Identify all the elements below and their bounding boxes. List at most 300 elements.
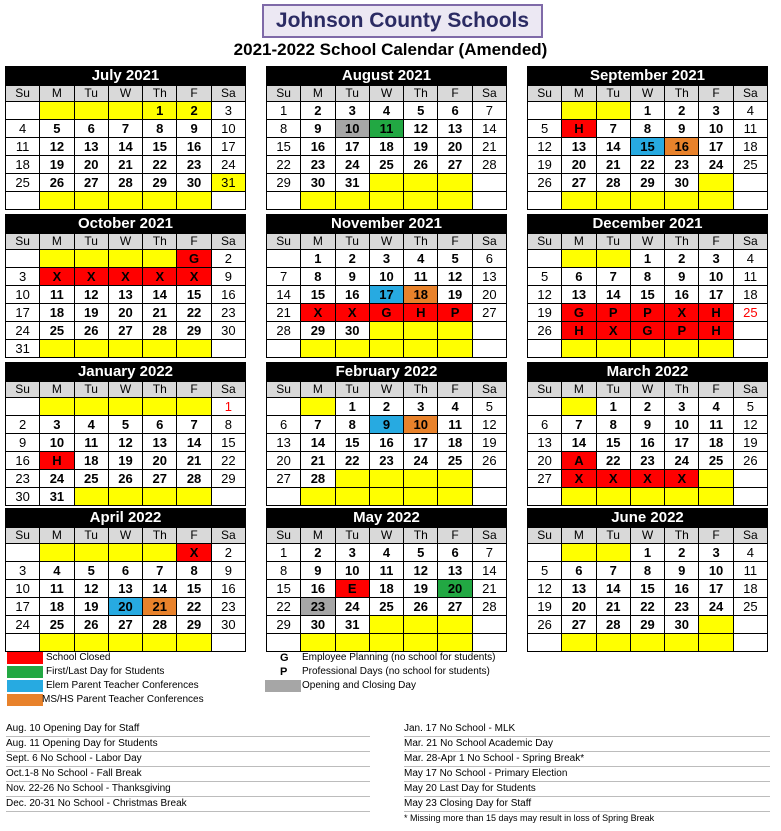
- day-cell: 2: [177, 102, 210, 119]
- day-cell: 2: [665, 102, 698, 119]
- day-cell: [528, 634, 561, 651]
- day-cell: 27: [473, 304, 506, 321]
- day-cell: 30: [336, 322, 369, 339]
- day-cell: 3: [6, 562, 39, 579]
- day-header: F: [699, 234, 732, 249]
- day-cell: 23: [301, 598, 334, 615]
- event-text: Last Day for Students: [439, 783, 536, 794]
- day-cell: 25: [734, 156, 767, 173]
- day-cell: 27: [562, 616, 595, 633]
- day-header: Sa: [473, 234, 506, 249]
- day-cell: 22: [631, 156, 664, 173]
- day-cell: 14: [109, 138, 142, 155]
- day-cell: 3: [404, 398, 437, 415]
- day-cell: 30: [212, 616, 245, 633]
- day-header: Tu: [336, 382, 369, 397]
- day-header: Sa: [473, 382, 506, 397]
- day-header: M: [40, 528, 73, 543]
- day-cell: X: [597, 470, 630, 487]
- month-title: February 2022: [267, 363, 506, 381]
- day-cell: 9: [665, 562, 698, 579]
- day-cell: 7: [267, 268, 300, 285]
- day-cell: X: [665, 304, 698, 321]
- day-cell: 12: [528, 286, 561, 303]
- day-cell: 15: [267, 580, 300, 597]
- day-cell: 4: [40, 562, 73, 579]
- day-cell: 19: [528, 598, 561, 615]
- day-cell: 13: [562, 580, 595, 597]
- day-cell: 18: [6, 156, 39, 173]
- day-cell: [699, 470, 732, 487]
- day-cell: 27: [438, 598, 471, 615]
- day-cell: 19: [473, 434, 506, 451]
- day-cell: 10: [6, 580, 39, 597]
- day-cell: [6, 250, 39, 267]
- day-cell: 2: [370, 398, 403, 415]
- day-header: Sa: [734, 382, 767, 397]
- day-cell: 18: [734, 580, 767, 597]
- day-header: M: [301, 528, 334, 543]
- day-cell: P: [597, 304, 630, 321]
- event-text: Closing Day for Staff: [439, 798, 532, 809]
- day-cell: [267, 398, 300, 415]
- day-cell: 8: [336, 416, 369, 433]
- day-cell: 8: [631, 268, 664, 285]
- day-cell: 10: [699, 120, 732, 137]
- day-cell: X: [40, 268, 73, 285]
- day-cell: 13: [562, 286, 595, 303]
- day-cell: 25: [734, 304, 767, 321]
- day-cell: 29: [212, 470, 245, 487]
- day-cell: [562, 634, 595, 651]
- day-cell: 26: [473, 452, 506, 469]
- day-cell: 20: [528, 452, 561, 469]
- day-cell: 1: [301, 250, 334, 267]
- day-cell: 23: [6, 470, 39, 487]
- day-cell: 13: [562, 138, 595, 155]
- day-cell: 22: [597, 452, 630, 469]
- day-header: Sa: [212, 382, 245, 397]
- day-cell: 3: [699, 102, 732, 119]
- day-cell: [699, 340, 732, 357]
- day-header: Sa: [212, 234, 245, 249]
- day-cell: [212, 192, 245, 209]
- day-cell: 20: [109, 598, 142, 615]
- day-cell: [301, 192, 334, 209]
- day-cell: [734, 192, 767, 209]
- month-title: September 2021: [528, 67, 767, 85]
- day-header: M: [301, 382, 334, 397]
- event-row: [6, 752, 370, 767]
- day-cell: [473, 488, 506, 505]
- day-cell: [404, 340, 437, 357]
- day-cell: 16: [301, 138, 334, 155]
- legend-elem-conf-label: Elem Parent Teacher Conferences: [46, 680, 199, 691]
- day-cell: [528, 544, 561, 561]
- day-header: F: [177, 86, 210, 101]
- day-cell: [597, 488, 630, 505]
- day-cell: [734, 634, 767, 651]
- footnote: * Missing more than 15 days may result in loss of Spring Break: [404, 813, 655, 823]
- day-cell: 6: [438, 102, 471, 119]
- day-cell: 7: [473, 102, 506, 119]
- day-cell: H: [404, 304, 437, 321]
- day-cell: 5: [528, 268, 561, 285]
- day-cell: 2: [6, 416, 39, 433]
- day-cell: 18: [699, 434, 732, 451]
- day-cell: 5: [528, 562, 561, 579]
- day-cell: [438, 488, 471, 505]
- day-cell: 30: [6, 488, 39, 505]
- day-cell: 21: [473, 580, 506, 597]
- day-cell: 31: [336, 616, 369, 633]
- day-cell: 14: [597, 138, 630, 155]
- day-cell: 13: [438, 120, 471, 137]
- day-cell: 18: [734, 286, 767, 303]
- day-cell: X: [75, 268, 108, 285]
- day-cell: 22: [177, 598, 210, 615]
- day-cell: [562, 544, 595, 561]
- day-cell: 5: [404, 544, 437, 561]
- day-cell: [699, 634, 732, 651]
- day-cell: [177, 634, 210, 651]
- day-header: F: [177, 528, 210, 543]
- day-cell: [528, 102, 561, 119]
- day-cell: 10: [404, 416, 437, 433]
- day-cell: [404, 322, 437, 339]
- day-cell: [40, 544, 73, 561]
- day-cell: [597, 340, 630, 357]
- day-cell: 3: [336, 102, 369, 119]
- day-cell: X: [631, 470, 664, 487]
- day-cell: [473, 174, 506, 191]
- day-cell: 24: [404, 452, 437, 469]
- day-cell: 19: [528, 156, 561, 173]
- day-cell: [734, 322, 767, 339]
- day-cell: 7: [301, 416, 334, 433]
- event-text: No School - Christmas Break: [57, 798, 187, 809]
- day-cell: [438, 174, 471, 191]
- event-row: [6, 782, 370, 797]
- day-cell: 30: [301, 616, 334, 633]
- day-cell: [734, 174, 767, 191]
- day-cell: [40, 102, 73, 119]
- day-cell: [75, 634, 108, 651]
- day-header: W: [631, 234, 664, 249]
- month-calendar: [266, 214, 507, 358]
- day-cell: [473, 340, 506, 357]
- day-cell: 16: [212, 580, 245, 597]
- day-cell: 28: [177, 470, 210, 487]
- event-row: [404, 752, 770, 767]
- day-cell: [370, 174, 403, 191]
- day-cell: 16: [336, 286, 369, 303]
- day-header: W: [631, 528, 664, 543]
- day-cell: 4: [734, 544, 767, 561]
- day-cell: 17: [404, 434, 437, 451]
- day-cell: 16: [665, 580, 698, 597]
- day-cell: 6: [528, 416, 561, 433]
- day-cell: 23: [301, 156, 334, 173]
- day-cell: 24: [6, 322, 39, 339]
- day-header: Sa: [473, 528, 506, 543]
- day-header: Th: [143, 382, 176, 397]
- event-row: [404, 722, 770, 737]
- day-cell: [665, 488, 698, 505]
- day-cell: 13: [109, 286, 142, 303]
- day-cell: 22: [143, 156, 176, 173]
- day-cell: [370, 616, 403, 633]
- day-cell: H: [699, 322, 732, 339]
- month-calendar: [266, 66, 507, 210]
- day-cell: 12: [75, 580, 108, 597]
- day-cell: [212, 634, 245, 651]
- event-date: Oct.1-8: [6, 768, 39, 779]
- day-cell: 2: [631, 398, 664, 415]
- day-cell: 30: [177, 174, 210, 191]
- legend-g-text: Employee Planning (no school for students): [302, 652, 496, 663]
- day-cell: 7: [473, 544, 506, 561]
- day-cell: 27: [109, 322, 142, 339]
- event-date: Aug. 10: [6, 723, 41, 734]
- day-cell: 10: [336, 562, 369, 579]
- day-cell: [40, 192, 73, 209]
- event-text: No School - Fall Break: [41, 768, 142, 779]
- day-cell: 28: [143, 616, 176, 633]
- day-cell: 2: [301, 544, 334, 561]
- day-cell: [404, 634, 437, 651]
- day-cell: 26: [404, 156, 437, 173]
- day-header: Th: [143, 528, 176, 543]
- event-row: [6, 767, 370, 782]
- day-cell: [109, 192, 142, 209]
- day-header: Th: [665, 86, 698, 101]
- day-cell: [177, 192, 210, 209]
- day-cell: [404, 488, 437, 505]
- day-cell: 14: [301, 434, 334, 451]
- day-cell: 8: [631, 120, 664, 137]
- day-cell: 16: [177, 138, 210, 155]
- day-header: Sa: [212, 528, 245, 543]
- day-cell: 13: [75, 138, 108, 155]
- day-cell: 19: [109, 452, 142, 469]
- day-cell: [699, 192, 732, 209]
- day-cell: 9: [370, 416, 403, 433]
- event-text: Opening Day for Staff: [43, 723, 140, 734]
- month-calendar: [527, 214, 768, 358]
- month-title: December 2021: [528, 215, 767, 233]
- day-header: M: [40, 382, 73, 397]
- day-cell: [562, 250, 595, 267]
- day-header: Th: [404, 86, 437, 101]
- day-header: Th: [665, 234, 698, 249]
- day-cell: 31: [40, 488, 73, 505]
- day-header: Th: [665, 382, 698, 397]
- event-date: Sept. 6: [6, 753, 38, 764]
- day-cell: 6: [143, 416, 176, 433]
- day-cell: 26: [528, 174, 561, 191]
- month-title: November 2021: [267, 215, 506, 233]
- day-cell: 5: [528, 120, 561, 137]
- month-title: May 2022: [267, 509, 506, 527]
- day-cell: 22: [267, 598, 300, 615]
- legend-open-close-label: Opening and Closing Day: [302, 680, 416, 691]
- day-cell: 8: [212, 416, 245, 433]
- day-cell: [75, 192, 108, 209]
- day-cell: 7: [562, 416, 595, 433]
- day-cell: G: [631, 322, 664, 339]
- day-cell: 31: [336, 174, 369, 191]
- event-date: Jan. 17: [404, 723, 437, 734]
- day-cell: [301, 398, 334, 415]
- day-header: Sa: [473, 86, 506, 101]
- day-cell: 27: [109, 616, 142, 633]
- day-cell: X: [336, 304, 369, 321]
- day-cell: [109, 340, 142, 357]
- month-title: October 2021: [6, 215, 245, 233]
- day-cell: 24: [699, 156, 732, 173]
- day-cell: 28: [267, 322, 300, 339]
- day-cell: 1: [267, 544, 300, 561]
- day-cell: [6, 192, 39, 209]
- day-cell: 17: [6, 304, 39, 321]
- day-cell: 26: [109, 470, 142, 487]
- day-cell: 10: [370, 268, 403, 285]
- month-title: August 2021: [267, 67, 506, 85]
- day-header: Tu: [336, 528, 369, 543]
- day-header: M: [40, 234, 73, 249]
- day-header: Th: [143, 234, 176, 249]
- day-cell: 12: [528, 580, 561, 597]
- day-cell: 12: [528, 138, 561, 155]
- event-row: [404, 782, 770, 797]
- day-cell: 6: [75, 120, 108, 137]
- day-cell: 1: [631, 102, 664, 119]
- day-header: F: [438, 234, 471, 249]
- day-cell: 17: [699, 286, 732, 303]
- day-cell: 8: [177, 562, 210, 579]
- day-cell: 17: [699, 138, 732, 155]
- day-cell: 10: [40, 434, 73, 451]
- day-cell: 13: [143, 434, 176, 451]
- day-cell: [734, 616, 767, 633]
- day-cell: [528, 488, 561, 505]
- day-cell: 9: [301, 120, 334, 137]
- day-cell: 28: [301, 470, 334, 487]
- day-cell: 20: [438, 138, 471, 155]
- day-cell: 15: [631, 286, 664, 303]
- legend-swatch-open-close: [265, 680, 301, 692]
- day-header: Tu: [75, 528, 108, 543]
- day-cell: [631, 340, 664, 357]
- month-calendar: [527, 508, 768, 652]
- day-cell: [473, 634, 506, 651]
- day-cell: [336, 470, 369, 487]
- day-cell: 20: [562, 598, 595, 615]
- day-cell: 2: [212, 544, 245, 561]
- day-cell: [301, 340, 334, 357]
- day-cell: 2: [336, 250, 369, 267]
- day-cell: 3: [40, 416, 73, 433]
- day-cell: 7: [109, 120, 142, 137]
- day-cell: 5: [75, 562, 108, 579]
- day-cell: 27: [528, 470, 561, 487]
- day-cell: 29: [631, 616, 664, 633]
- day-header: F: [438, 86, 471, 101]
- day-cell: 15: [143, 138, 176, 155]
- day-cell: [597, 102, 630, 119]
- day-cell: X: [665, 470, 698, 487]
- day-cell: 27: [267, 470, 300, 487]
- event-date: Mar. 28-Apr 1: [404, 753, 465, 764]
- day-cell: [473, 322, 506, 339]
- day-header: Th: [404, 382, 437, 397]
- event-text: No School - Spring Break*: [467, 753, 585, 764]
- page-title: Johnson County Schools: [275, 9, 530, 32]
- event-row: [404, 797, 770, 812]
- day-cell: 29: [267, 174, 300, 191]
- day-header: Tu: [336, 86, 369, 101]
- day-cell: [699, 488, 732, 505]
- day-cell: 16: [631, 434, 664, 451]
- day-cell: [597, 250, 630, 267]
- day-cell: 4: [734, 250, 767, 267]
- day-cell: 29: [301, 322, 334, 339]
- day-cell: [6, 102, 39, 119]
- day-header: Sa: [734, 528, 767, 543]
- month-calendar: [266, 362, 507, 506]
- day-cell: [75, 398, 108, 415]
- day-cell: 10: [212, 120, 245, 137]
- day-cell: H: [40, 452, 73, 469]
- day-cell: 12: [109, 434, 142, 451]
- day-cell: [6, 544, 39, 561]
- event-text: No School - Thanksgiving: [56, 783, 171, 794]
- day-header: Tu: [597, 528, 630, 543]
- day-cell: [370, 634, 403, 651]
- day-cell: 14: [143, 580, 176, 597]
- day-cell: 6: [473, 250, 506, 267]
- day-cell: 30: [301, 174, 334, 191]
- event-text: No School - MLK: [439, 723, 516, 734]
- day-header: Sa: [212, 86, 245, 101]
- day-cell: 20: [267, 452, 300, 469]
- day-cell: 31: [6, 340, 39, 357]
- day-cell: 5: [473, 398, 506, 415]
- day-cell: 31: [212, 174, 245, 191]
- day-cell: 14: [267, 286, 300, 303]
- day-header: Th: [404, 528, 437, 543]
- day-header: W: [109, 528, 142, 543]
- day-cell: [370, 470, 403, 487]
- day-cell: 23: [177, 156, 210, 173]
- day-cell: P: [665, 322, 698, 339]
- day-cell: P: [631, 304, 664, 321]
- month-calendar: [527, 66, 768, 210]
- day-cell: 25: [40, 322, 73, 339]
- day-header: Th: [143, 86, 176, 101]
- day-cell: 13: [528, 434, 561, 451]
- day-cell: 18: [40, 598, 73, 615]
- day-cell: [404, 616, 437, 633]
- day-cell: [370, 340, 403, 357]
- day-cell: E: [336, 580, 369, 597]
- day-header: F: [177, 382, 210, 397]
- day-cell: [370, 488, 403, 505]
- day-header: M: [301, 86, 334, 101]
- day-cell: 21: [177, 452, 210, 469]
- legend-mshs-conf-label: MS/HS Parent Teacher Conferences: [42, 694, 204, 705]
